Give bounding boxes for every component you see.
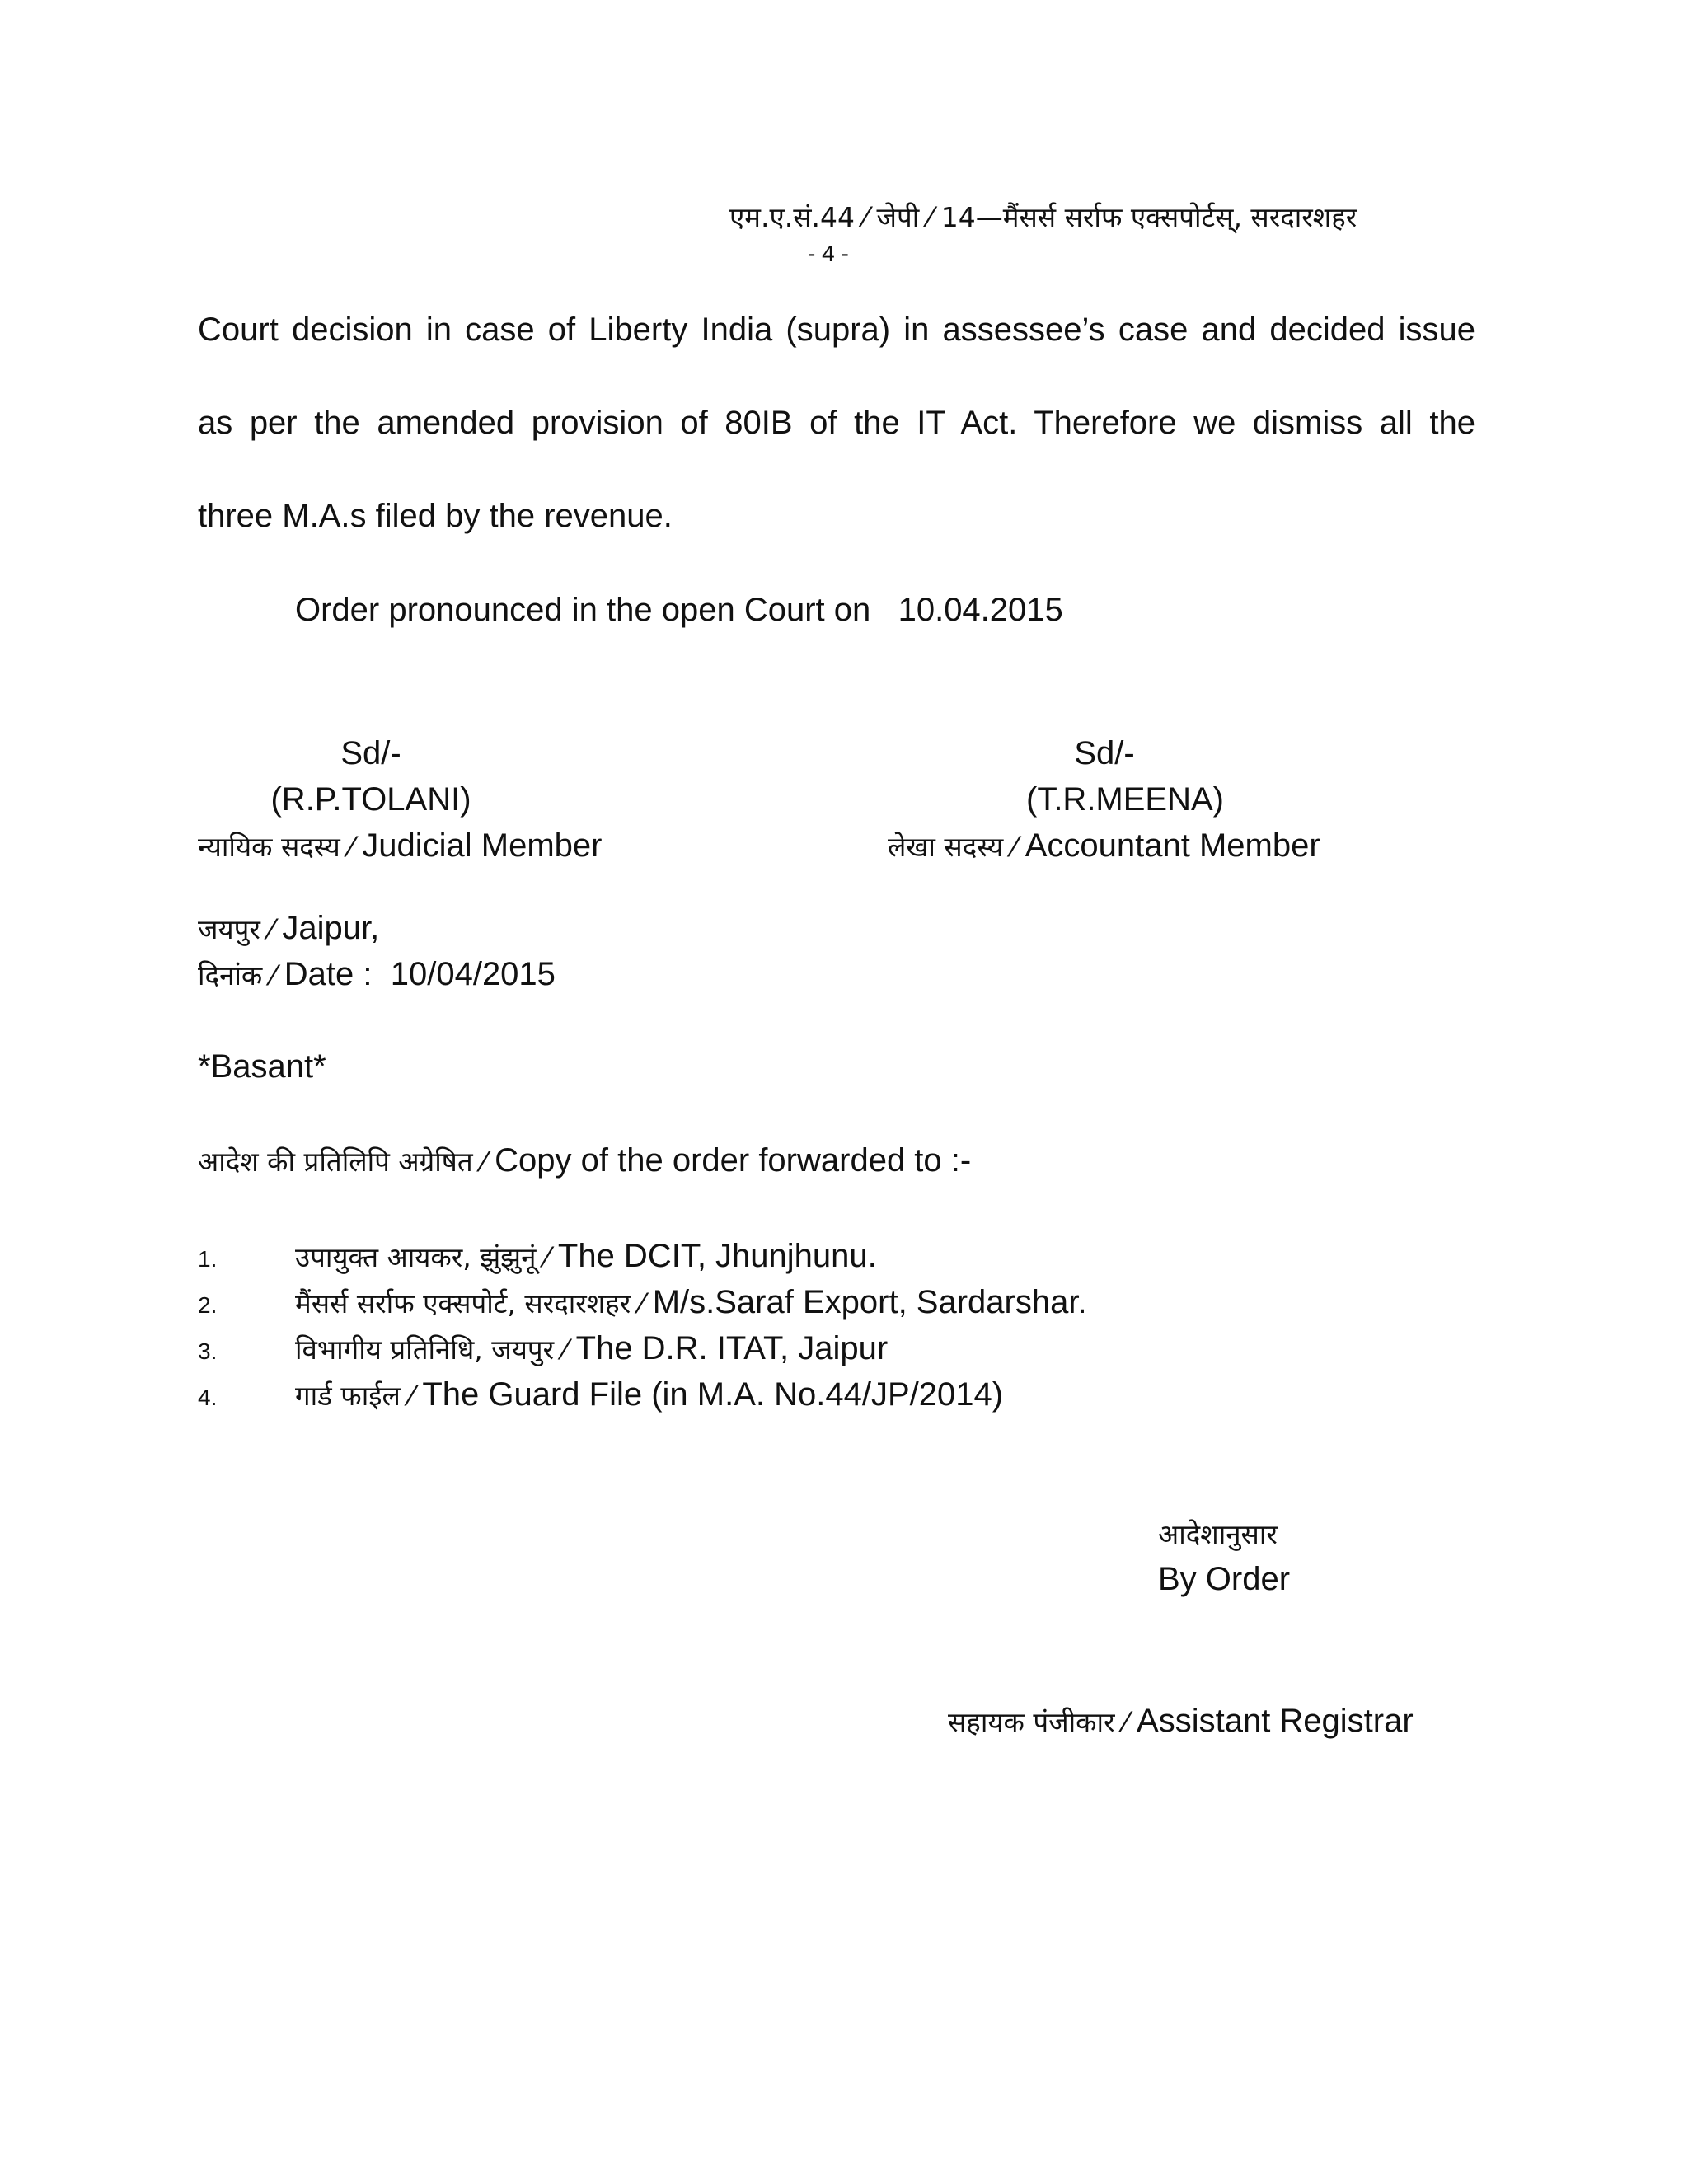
body-line-1: Court decision in case of Liberty India (supra) in assessee’s case and decided issue [198,312,1475,348]
by-order-hindi: आदेशानुसार [1158,1518,1278,1550]
list-item-english: The DCIT, Jhunjhunu. [557,1238,877,1274]
registrar-hindi: सहायक पंजीकार ⁄ [948,1706,1137,1738]
place-english: Jaipur, [282,910,380,946]
list-item-english: The D.R. ITAT, Jaipur [575,1330,889,1366]
right-signatory-title [888,824,1320,867]
list-item-english: M/s.Saraf Export, Sardarshar. [652,1284,1087,1320]
list-number: 4. [198,1385,218,1410]
date [198,953,556,996]
right-signature-sd: Sd/- [1074,735,1135,771]
copy-heading [198,1139,971,1182]
list-item-english: The Guard File (in M.A. No.44/JP/2014) [422,1376,1004,1413]
copy-heading-hindi: आदेश की प्रतिलिपि अग्रेषित ⁄ [198,1146,495,1178]
by-order-english: By Order [1158,1561,1291,1597]
place [198,907,379,949]
body-line-3: three M.A.s filed by the revenue. [198,498,673,534]
typist-name: *Basant* [198,1048,326,1085]
list-number: 3. [198,1338,218,1364]
left-title-english: Judicial Member [362,827,603,864]
right-title-english: Accountant Member [1025,827,1320,864]
list-item-hindi: उपायुक्त आयकर, झुंझुनूं ⁄ [295,1241,558,1273]
registrar-english: Assistant Registrar [1137,1703,1414,1739]
right-signatory-name: (T.R.MEENA) [1026,781,1224,818]
page-number: - 4 - [808,241,849,266]
list-number: 2. [198,1292,218,1318]
left-signatory-title [198,824,602,867]
left-signature-sd: Sd/- [340,735,401,771]
copy-list-item [198,1235,1434,1277]
order-pronounced: Order pronounced in the open Court on 10.04.2015 [295,592,1063,628]
assistant-registrar [948,1699,1414,1742]
date-english: Date : 10/04/2015 [284,956,556,992]
left-signatory-name: (R.P.TOLANI) [270,781,471,818]
copy-list-item [198,1373,1434,1416]
case-reference: एम.ए.सं.44 ⁄ जेपी ⁄ 14—मैंसर्स सर्राफ एक्सपोर्टस्, सरदारशहर [729,201,1357,233]
right-title-hindi: लेखा सदस्य ⁄ [888,831,1025,863]
list-item-hindi: विभागीय प्रतिनिधि, जयपुर ⁄ [295,1333,576,1366]
left-title-hindi: न्यायिक सदस्य ⁄ [198,831,363,863]
date-hindi: दिनांक ⁄ [198,959,284,991]
copy-heading-english: Copy of the order forwarded to :- [495,1142,972,1179]
list-item-hindi: गार्ड फाईल ⁄ [295,1380,423,1412]
list-number: 1. [198,1246,218,1272]
place-hindi: जयपुर ⁄ [198,913,283,945]
copy-list-item [198,1281,1434,1324]
body-line-2: as per the amended provision of 80IB of the IT Act. Therefore we dismiss all the [198,405,1475,441]
list-item-hindi: मैंसर्स सर्राफ एक्सपोर्ट, सरदारशहर ⁄ [295,1287,653,1319]
copy-list-item [198,1327,1434,1370]
